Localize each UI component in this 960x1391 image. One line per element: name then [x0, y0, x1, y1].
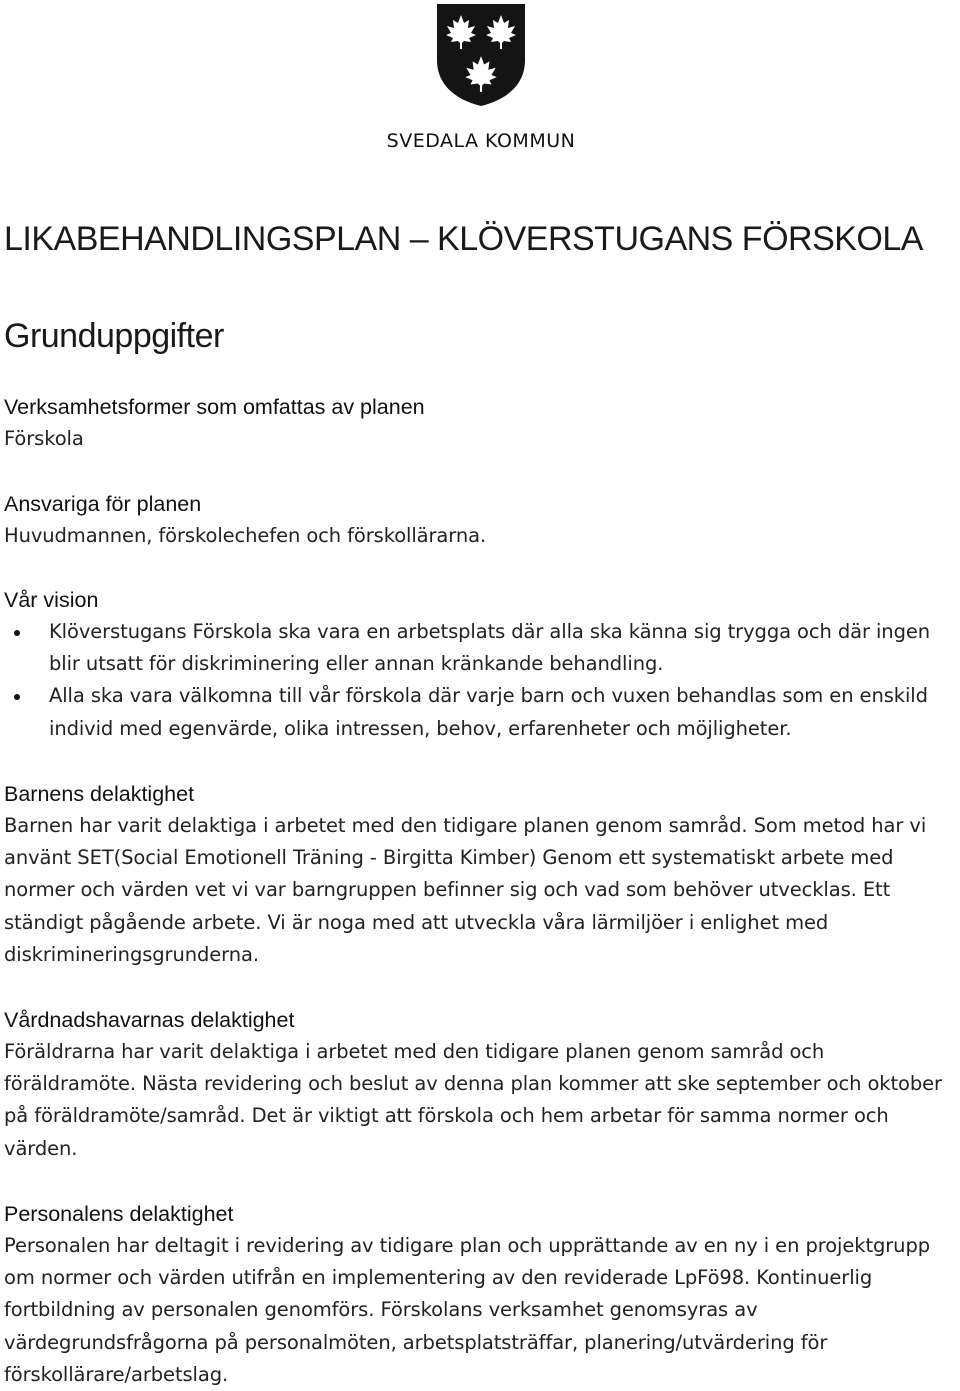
- document-title: LIKABEHANDLINGSPLAN – KLÖVERSTUGANS FÖRSKOLA: [4, 220, 923, 258]
- barnens-section: [4, 779, 956, 971]
- verksamhet-heading: Verksamhetsformer som omfattas av planen: [4, 395, 425, 419]
- vardnadshavarnas-section: [4, 1005, 956, 1165]
- section-title: Grunduppgifter: [4, 317, 224, 355]
- ansvariga-heading: Ansvariga för planen: [4, 492, 202, 516]
- vision-item-text: Alla ska vara välkomna till vår förskola där varje barn och vuxen behandlas som en enskild individ med egenvärde, olika intressen, behov, erfarenheter och möjligheter.: [49, 684, 928, 740]
- verksamhet-section: [4, 392, 956, 455]
- municipality-logo: [374, 2, 588, 152]
- vision-section: [4, 585, 956, 745]
- list-item: [4, 616, 956, 680]
- municipality-name: SVEDALA KOMMUN: [386, 130, 576, 152]
- vision-heading: Vår vision: [4, 588, 99, 612]
- barnens-text: Barnen har varit delaktiga i arbetet med den tidigare planen genom samråd. Som metod har vi använt SET(Social Emotionell Träning - Birgitta Kimber) Genom ett systematiskt arbete med normer och värden vet vi var barngruppen befinner sig och vad som behöver utvecklas. Ett ständigt pågående arbete. Vi är noga med att utveckla våra lärmiljöer i enlighet med diskrimineringsgrunderna.: [4, 814, 927, 966]
- ansvariga-text: Huvudmannen, förskolechefen och förskollärarna.: [4, 524, 487, 547]
- vision-item-text: Klöverstugans Förskola ska vara en arbetsplats där alla ska känna sig trygga och där ingen blir utsatt för diskriminering eller annan kränkande behandling.: [49, 620, 931, 676]
- ansvariga-section: [4, 489, 956, 552]
- vardnadshavarnas-heading: Vårdnadshavarnas delaktighet: [4, 1008, 295, 1032]
- verksamhet-text: Förskola: [4, 427, 84, 450]
- bullet-icon: [14, 630, 20, 636]
- svedala-kommun-crest-icon: [435, 2, 527, 108]
- barnens-heading: Barnens delaktighet: [4, 782, 195, 806]
- list-item: [4, 680, 956, 744]
- personalens-heading: Personalens delaktighet: [4, 1202, 234, 1226]
- bullet-icon: [14, 694, 20, 700]
- vision-list: [4, 616, 956, 745]
- vardnadshavarnas-text: Föräldrarna har varit delaktiga i arbetet med den tidigare planen genom samråd och föräldramöte. Nästa revidering och beslut av denna plan kommer att ske september och oktober på föräldramöte/samråd. Det är viktigt att förskola och hem arbetar för samma normer och värden.: [4, 1040, 942, 1160]
- personalens-section: [4, 1199, 956, 1391]
- personalens-text: Personalen har deltagit i revidering av tidigare plan och upprättande av en ny i en projektgrupp om normer och värden utifrån en implementering av den reviderade LpFö98. Kontinuerlig fortbildning av personalen genomförs. Förskolans verksamhet genomsyras av värdegrundsfrågorna på personalmöten, arbetsplatsträffar, planering/utvärdering för förskollärare/arbetslag.: [4, 1234, 931, 1386]
